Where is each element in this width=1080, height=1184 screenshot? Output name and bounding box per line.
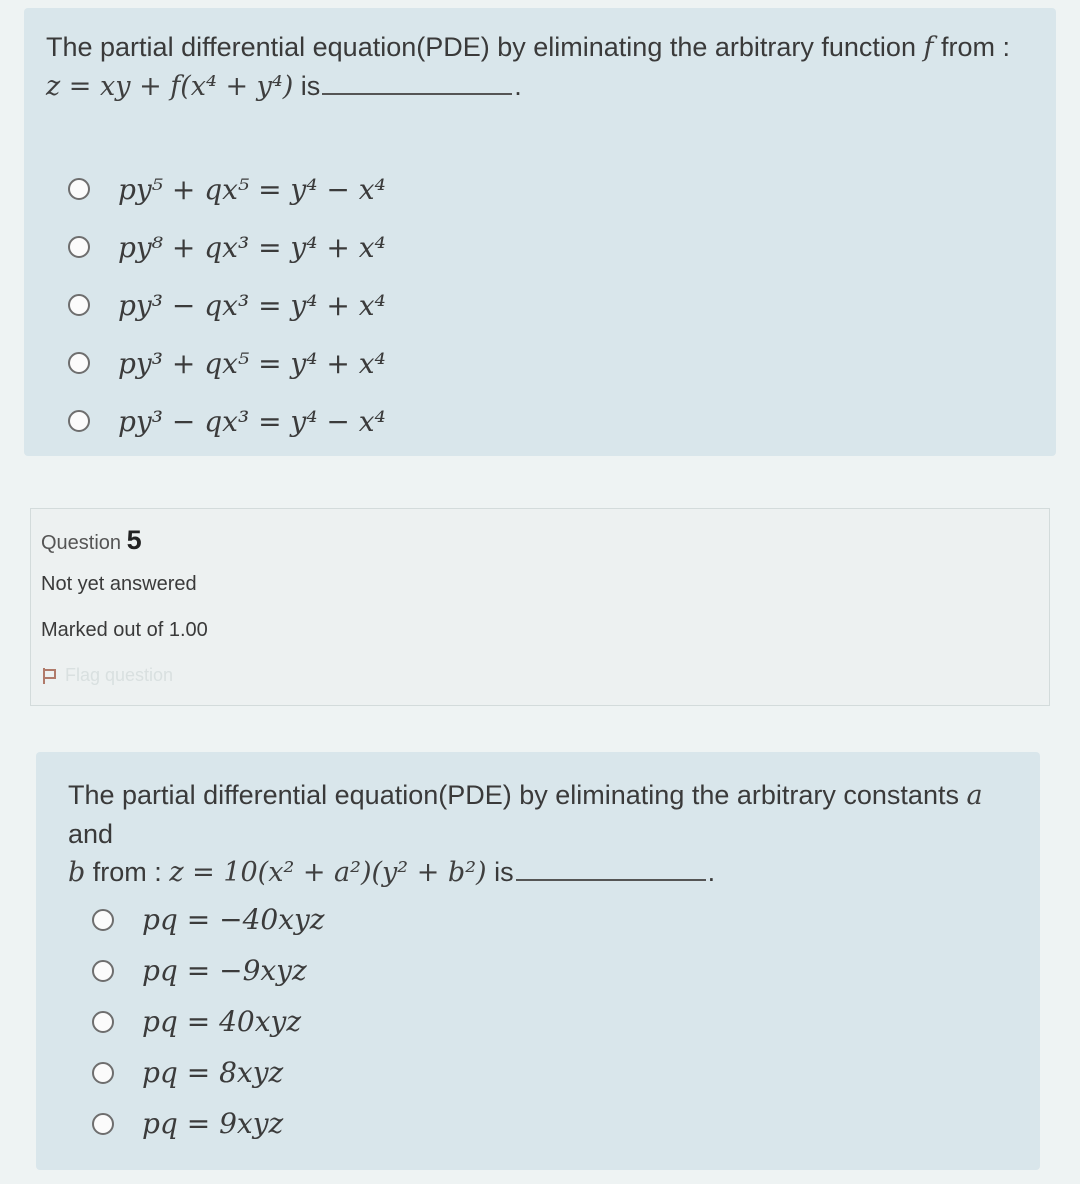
option-label: py³ − qx³ = y⁴ − x⁴ (118, 404, 386, 438)
question-5-block (36, 752, 1040, 1170)
answer-blank (322, 93, 512, 95)
radio-button[interactable] (92, 1062, 114, 1084)
option-row[interactable] (68, 392, 386, 450)
option-label: pq = −9xyz (142, 954, 307, 987)
radio-button[interactable] (68, 352, 90, 374)
radio-button[interactable] (92, 1011, 114, 1033)
radio-button[interactable] (68, 178, 90, 200)
question-4-from-label: from : (933, 32, 1010, 62)
radio-button[interactable] (68, 236, 90, 258)
question-4-prefix: The partial differential equation(PDE) by eliminating the arbitrary function (46, 32, 924, 62)
question-number: 5 (126, 525, 142, 555)
flag-icon (43, 668, 55, 684)
question-4-function: f (923, 32, 934, 63)
question-5-options (92, 894, 325, 1149)
question-5-info (30, 508, 1050, 706)
question-label-text: Question (41, 532, 127, 554)
question-5-equation: z = 10(x² + a²)(y² + b²) (169, 857, 487, 888)
option-label: pq = 9xyz (142, 1107, 284, 1140)
question-number-label (41, 525, 142, 556)
question-4-is-label: is (293, 71, 321, 101)
question-5-from-label: from : (85, 857, 170, 887)
question-5-constant-b: b (68, 857, 86, 888)
option-row[interactable] (92, 996, 325, 1047)
radio-button[interactable] (68, 294, 90, 316)
option-row[interactable] (92, 1098, 325, 1149)
option-row[interactable] (68, 218, 386, 276)
flag-question-label: Flag question (65, 665, 174, 685)
question-5-prefix: The partial differential equation(PDE) by eliminating the arbitrary constants (68, 780, 967, 810)
option-row[interactable] (68, 334, 386, 392)
option-row[interactable] (92, 945, 325, 996)
question-4-block (24, 8, 1056, 456)
option-row[interactable] (68, 160, 386, 218)
radio-button[interactable] (92, 1113, 114, 1135)
option-row[interactable] (92, 894, 325, 945)
radio-button[interactable] (92, 960, 114, 982)
option-label: py⁵ + qx⁵ = y⁴ − x⁴ (118, 172, 386, 206)
question-5-constant-a: a (966, 780, 983, 811)
option-label: py⁸ + qx³ = y⁴ + x⁴ (118, 230, 386, 264)
option-row[interactable] (92, 1047, 325, 1098)
question-4-equation: z = xy + f(x⁴ + y⁴) (46, 71, 294, 102)
option-label: py³ − qx³ = y⁴ + x⁴ (118, 288, 386, 322)
question-5-is-label: is (486, 857, 514, 887)
question-4-dot: . (514, 71, 522, 101)
question-5-text (68, 776, 1028, 892)
answer-blank (516, 879, 706, 881)
question-4-options (68, 160, 386, 450)
option-label: pq = 8xyz (142, 1056, 284, 1089)
question-state: Not yet answered (41, 573, 197, 595)
flag-question-link[interactable] (43, 665, 173, 686)
option-label: pq = 40xyz (142, 1005, 302, 1038)
option-label: pq = −40xyz (142, 903, 325, 936)
question-marks: Marked out of 1.00 (41, 619, 208, 641)
option-label: py³ + qx⁵ = y⁴ + x⁴ (118, 346, 386, 380)
option-row[interactable] (68, 276, 386, 334)
question-5-dot: . (707, 857, 716, 887)
radio-button[interactable] (92, 909, 114, 931)
question-5-and-label: and (68, 819, 114, 849)
question-4-text (46, 28, 1036, 106)
radio-button[interactable] (68, 410, 90, 432)
